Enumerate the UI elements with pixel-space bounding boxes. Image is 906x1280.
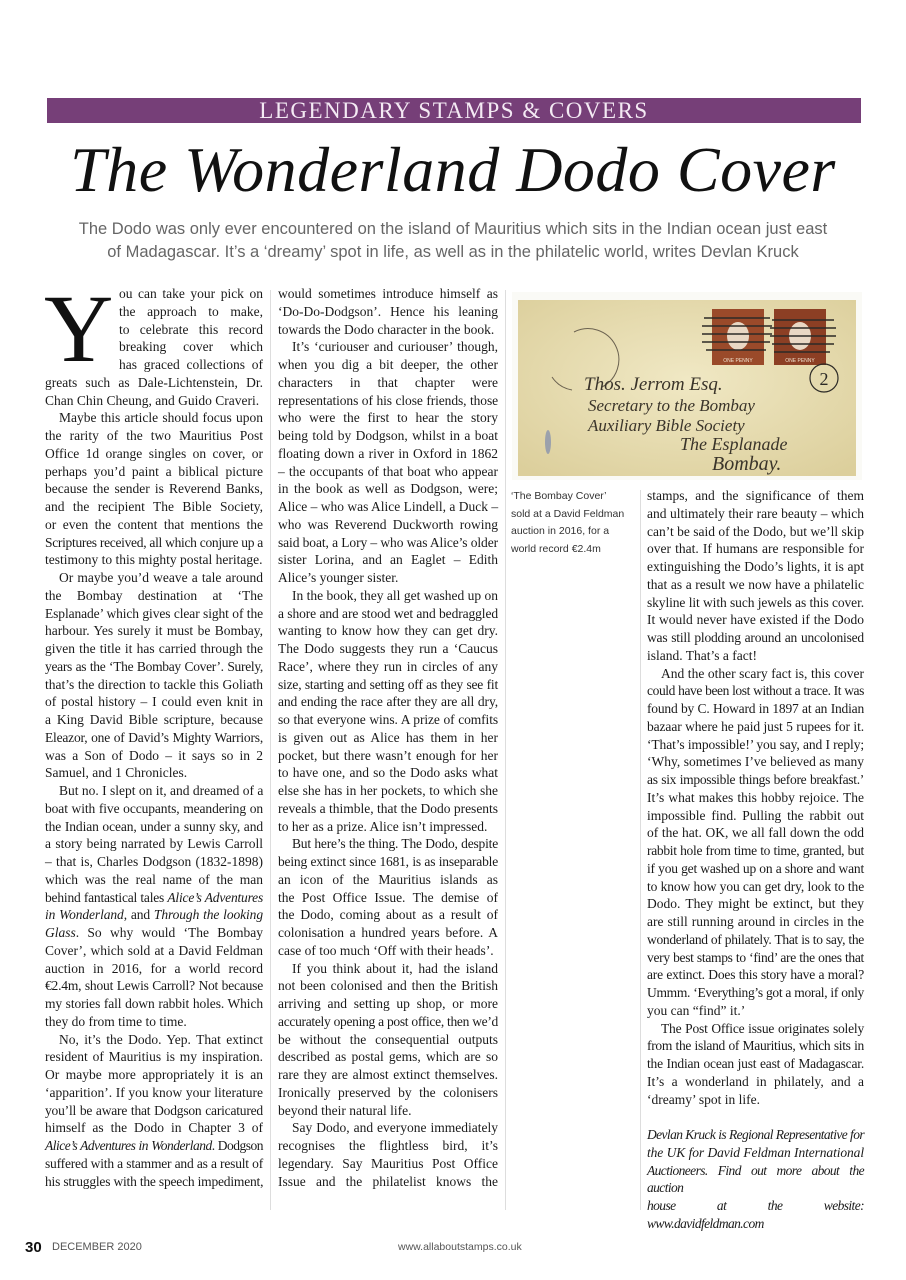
text-line: characters in that chapter were: [278, 374, 498, 390]
bio-line: house at the website: www.davidfeldman.com: [647, 1198, 864, 1231]
text-line: beyond their natural life.: [278, 1102, 412, 1118]
text-line: reveals a thimble, that the Dodo presents: [278, 800, 499, 816]
text-line: Scriptures received, all which conjure up a: [45, 534, 263, 550]
text-line: and ending the race after they are all dry,: [278, 694, 498, 710]
text-line: [45, 924, 263, 942]
text-line: was still plodding around an uncolonised: [647, 630, 864, 645]
text-line: resident of Mauritius is my inspiration.: [45, 1049, 263, 1065]
text-line: not been colonised and then the British: [278, 978, 498, 994]
text-line: pocket, but there wasn’t enough for her: [278, 747, 498, 763]
text-line: to her as a prize. Alice isn’t impressed.: [278, 818, 488, 834]
paragraph: [45, 1031, 263, 1191]
book-title: Alice’s Adventures in Wonderland: [45, 1138, 212, 1153]
text-line: But no. I slept on it, and dreamed of a: [59, 783, 264, 798]
text-column-3: [647, 487, 864, 1233]
text-line: island. That’s a fact!: [647, 647, 757, 663]
text-line: testimony to this mighty postal heritage.: [45, 552, 263, 568]
paragraph: [278, 587, 498, 836]
text-line: are extinct. Does this story have a moral?: [647, 967, 864, 983]
paragraph: [44, 275, 263, 409]
text-line: the rarity of the two Mauritius Post: [45, 428, 263, 443]
text-line: to have one, and so the Dodo asks what: [278, 765, 498, 781]
text-line: an icon of the Mauritius islands as: [278, 871, 498, 887]
text-line: they do from time to time.: [45, 1013, 187, 1029]
stamp-label: ONE PENNY: [785, 358, 815, 364]
text-line: you’ll be aware that Dodgson caricatured: [45, 1102, 263, 1118]
text-line: could have been lost without a trace. It was: [647, 683, 864, 699]
text-line: ‘That’s impossible!’ you say, and I reply;: [647, 736, 865, 752]
text-line: The Post Office issue originates solely: [661, 1020, 864, 1036]
paragraph: [45, 782, 263, 1031]
text-line: Ironically preserved by the colonisers: [278, 1084, 498, 1100]
text-line: the Dodo, coming about as a result of: [278, 907, 498, 923]
text-line: when you dig a bit deeper, the other: [278, 357, 498, 372]
text-line: arriving and setting up shop, or more: [278, 996, 498, 1011]
column-divider: [640, 490, 641, 1210]
text-line: being extinct since 1681, is as inseparable: [278, 854, 498, 869]
text-line: a King David Bible scripture, because: [45, 712, 263, 727]
book-title: in Wonderland: [45, 907, 124, 923]
text-line: towards the Dodo character in the book.: [278, 321, 495, 337]
text-line: suffered with a stammer and as a result of: [45, 1155, 263, 1171]
stamp-right: [774, 309, 826, 365]
paragraph: [45, 569, 263, 782]
bio-line: Devlan Kruck is Regional Representative for: [647, 1127, 864, 1142]
text-line: so that everyone wins. A prize of comfits: [278, 712, 498, 727]
text-line: extinguishing the Dodo’s lights, it is apt: [647, 559, 864, 574]
text-line: Or maybe you’d weave a tale around: [59, 570, 263, 585]
text-line: It’s what makes this hobby rejoice. The: [647, 789, 864, 805]
text-line: perhaps you’d paint a biblical picture: [45, 463, 263, 479]
text-line: harbour. Yes surely it must be Bombay,: [45, 623, 263, 639]
text-line: sister Lorina, and an Eaglet – Edith: [278, 552, 498, 568]
text-line: [45, 889, 263, 907]
text-line: over that. If humans are responsible for: [647, 541, 864, 557]
text-line: who was Reverend Duckworth rowing: [278, 516, 498, 532]
text-line: wanting to know how they can get dry.: [278, 623, 498, 639]
text-line: bazaar where he paid just 5 rupees for it.: [647, 718, 864, 734]
website-link[interactable]: www.allaboutstamps.co.uk: [398, 1241, 522, 1253]
text-line: ‘Why, sometimes I’ve believed as many: [647, 754, 864, 770]
text-line: No, it’s the Dodo. Yep. That extinct: [59, 1031, 263, 1047]
article-title: The Wonderland Dodo Cover: [70, 134, 836, 205]
page-number: 30: [25, 1239, 42, 1256]
text-line: and ultimately their rare beauty – which: [647, 505, 864, 521]
text-line: which was the real name of the man: [45, 871, 263, 887]
book-title: Alice’s Adventures: [167, 889, 263, 905]
text-line: [45, 906, 263, 924]
text-line: very best stamps to ‘find’ are the ones that: [647, 949, 864, 965]
bio-line: the UK for David Feldman International: [647, 1144, 864, 1160]
text-line: stamps, and the significance of them: [647, 488, 864, 503]
text-line: ‘dreamy’ spot in life.: [647, 1091, 760, 1107]
text-line: my stories fall down rabbit holes. Which: [45, 996, 263, 1011]
text-line: legendary. Say Mauritius Post Office: [278, 1155, 498, 1171]
text-segment: . Dodgson: [211, 1138, 263, 1153]
text-line: – the occupants of that boat who appear: [278, 463, 498, 479]
text-line: from the island of Mauritius, which sits in: [647, 1038, 864, 1054]
column-divider: [270, 290, 271, 1210]
text-line: the Indian ocean just east of Madagascar.: [647, 1056, 864, 1071]
text-line: colonisation a hundred years before. A: [278, 925, 498, 940]
text-line: that as a result we now have a philatelic: [647, 576, 864, 592]
text-line: can’t be said of the Dodo, but we’ll skip: [647, 523, 864, 539]
text-line: being told by Dodgson, whilst in a boat: [278, 428, 498, 443]
text-line: was a Son of Dodo – it says so in 2: [45, 747, 263, 763]
text-column-1: [44, 275, 264, 1190]
text-line: And the other scary fact is, this cover: [661, 665, 864, 681]
text-line: breaking cover which: [119, 339, 263, 355]
standfirst-line: of Madagascar. It’s a ‘dreamy’ spot in life, as well as in the philatelic world, writes Devlan Kruck: [107, 243, 799, 261]
article-standfirst: [40, 218, 866, 264]
text-line: Ummm. ‘Everything’s got a moral, if only: [647, 985, 864, 1000]
address-line: Thos. Jerrom Esq.: [584, 374, 723, 395]
text-line: Or maybe more appropriately it is an: [45, 1067, 263, 1082]
bombay-cover-image: [512, 292, 862, 480]
text-line: It’s a wonderland in philately, and a: [647, 1073, 864, 1089]
text-line: described as postal gems, which are so: [278, 1049, 498, 1065]
text-column-2: [278, 285, 498, 1190]
author-bio: [647, 1126, 864, 1233]
text-line: of postal history – I could even knit in: [45, 694, 263, 710]
text-line: of the hat. OK, we all fall down the odd: [647, 825, 864, 841]
issue-date: DECEMBER 2020: [52, 1241, 142, 1253]
text-line: is given out as Alice has them in her: [278, 729, 498, 745]
caption-line: ‘The Bombay Cover’: [511, 490, 607, 502]
drop-cap: Y: [44, 275, 114, 382]
text-line: case of too much ‘Off with their heads’.: [278, 942, 494, 958]
text-line: floating down a river in Oxford in 1862: [278, 445, 498, 461]
text-line: Eleazor, one of David’s Mighty Warriors,: [45, 729, 263, 745]
text-line: Maybe this article should focus upon: [59, 410, 263, 426]
text-line: Alice’s younger sister.: [278, 570, 399, 585]
paragraph: [278, 960, 498, 1120]
text-line: It’s ‘curiouser and curiouser’ though,: [292, 339, 498, 355]
text-line: auction in 2016, for a world record: [45, 960, 263, 976]
caption-line: sold at a David Feldman: [511, 507, 625, 520]
section-banner: LEGENDARY STAMPS & COVERS: [47, 98, 861, 123]
column-divider: [505, 290, 506, 1210]
paragraph: [45, 409, 263, 569]
paragraph: [278, 285, 498, 338]
text-line: the Post Office Issue. The demise of: [278, 889, 498, 905]
text-line: It would never have existed if the Dodo: [647, 612, 864, 628]
text-line: has graced collections of: [119, 357, 263, 372]
text-line: representations of his close friends, those: [278, 392, 498, 408]
text-line: if you get washed up on a shore and want: [647, 860, 864, 876]
text-line: found by C. Howard in 1897 at an Indian: [647, 701, 864, 716]
text-line: would sometimes introduce himself as: [278, 286, 498, 301]
text-line: recognises the flightless bird, it’s: [278, 1138, 498, 1153]
postmark-number: 2: [819, 369, 829, 389]
text-line: a story being narrated by Lewis Carroll: [45, 836, 263, 852]
text-line: you can “find” it.’: [647, 1002, 746, 1018]
address-line: Secretary to the Bombay: [588, 396, 755, 415]
text-line: [45, 1137, 263, 1155]
text-line: accurately opening a post office, then we’d: [278, 1013, 498, 1029]
text-line: given the title it has carried through the: [45, 641, 263, 656]
text-line: Office 1d orange singles on cover, or: [45, 445, 263, 461]
text-line: size, starting and setting off as they see fit: [278, 676, 498, 692]
text-line: that’s the direction to tackle this Goliath: [45, 676, 263, 692]
text-line: Dodo. They might be extinct, but they: [647, 896, 864, 912]
paragraph: [647, 487, 864, 665]
text-line: because the sender is Reverend Banks,: [45, 481, 263, 497]
text-line: the Bombay destination at ‘The: [45, 587, 263, 603]
address-line: Bombay.: [712, 453, 782, 475]
text-line: who were the first to hear the story: [278, 410, 498, 426]
standfirst-line: The Dodo was only ever encountered on the island of Mauritius which sits in the Indian ocean just east: [78, 220, 828, 238]
text-line: or even the content that mentions the: [45, 516, 263, 532]
text-line: greats such as Dale-Lichtenstein, Dr.: [45, 374, 263, 390]
text-line: The Dodo suggests they run a ‘Caucus: [278, 641, 498, 656]
text-line: Alice – who was Alice Lindell, a Duck –: [278, 499, 499, 514]
paragraph: [278, 338, 498, 587]
text-line: be without the consequential outputs: [278, 1031, 498, 1047]
text-line: a shore and are stood wet and bedraggled: [278, 605, 498, 621]
text-line: Cover’, which sold at a David Feldman: [45, 942, 263, 958]
book-title: Through the looking: [153, 907, 263, 923]
text-line: as six impossible things before breakfast.’: [647, 772, 864, 787]
text-line: and the recipient The Bible Society,: [45, 499, 263, 514]
paragraph: [647, 665, 864, 1020]
text-line: ‘Do-Do-Dodgson’. Hence his leaning: [278, 303, 498, 319]
text-segment: , and: [123, 907, 154, 923]
image-caption: [511, 488, 636, 558]
text-line: his struggles with the speech impediment,: [45, 1173, 264, 1189]
text-line: In the book, they all get washed up on: [292, 587, 498, 603]
text-line: else she has in her pockets, to which she: [278, 783, 498, 798]
text-line: – that is, Charles Dodgson (1832-1898): [45, 854, 263, 869]
address-line: The Esplanade: [680, 434, 788, 454]
stamp-label: ONE PENNY: [723, 358, 753, 364]
text-line: Race’, where they run in circles of any: [278, 658, 498, 674]
text-line: the approach to make,: [119, 303, 263, 319]
paragraph: [278, 835, 498, 959]
text-line: Esplanade’ which gives clear sight of the: [45, 605, 263, 621]
paragraph: [278, 1119, 498, 1190]
caption-line: auction in 2016, for a: [511, 525, 610, 537]
text-line: Samuel, and 1 Chronicles.: [45, 765, 188, 781]
text-segment: . So why would ‘The Bombay: [75, 925, 263, 940]
book-title: Glass: [45, 925, 76, 940]
caption-line: world record €2.4m: [511, 542, 601, 555]
text-line: €2.4m, shout Lewis Carroll? Not because: [45, 978, 263, 994]
text-line: rare they are almost extinct themselves.: [278, 1067, 498, 1082]
text-line: to know how you can get dry, look to the: [647, 878, 865, 894]
text-line: rabbit hole from time to time, granted, but: [647, 843, 864, 858]
text-line: wonderland of philately. That is to say, the: [647, 931, 864, 947]
text-line: Chan Chin Cheung, and Guido Craveri.: [45, 392, 260, 408]
text-line: skyline lit with such jewels as this cover.: [647, 594, 864, 610]
text-line: himself as the Dodo in Chapter 3 of: [45, 1120, 263, 1136]
text-line: the Indian ocean, under a sunny sky, and: [45, 818, 263, 834]
text-line: said boat, a Lory – who was Alice’s older: [278, 534, 498, 550]
text-line: impossible find. Pulling the rabbit out: [647, 807, 864, 823]
text-line: years as the ‘The Bombay Cover’. Surely,: [45, 658, 263, 674]
text-line: boat with five occupants, meandering on: [45, 800, 263, 816]
text-line: are still running around in circles in the: [647, 914, 864, 929]
text-segment: behind fantastical tales: [45, 889, 168, 905]
bio-line: Auctioneers. Find out more about the auction: [647, 1162, 864, 1196]
text-line: ‘apparition’. If you know your literature: [45, 1084, 263, 1100]
text-line: to celebrate this record: [119, 321, 263, 337]
paragraph: [647, 1020, 864, 1109]
text-line: Issue and the philatelist knows the: [278, 1173, 498, 1189]
text-line: If you think about it, had the island: [292, 960, 498, 976]
text-line: Say Dodo, and everyone immediately: [292, 1120, 498, 1136]
address-line: Auxiliary Bible Society: [588, 416, 745, 435]
text-line: in the book as well as Dodgson, were;: [278, 481, 498, 497]
text-line: ou can take your pick on: [119, 286, 263, 301]
text-line: But here’s the thing. The Dodo, despite: [292, 836, 498, 852]
